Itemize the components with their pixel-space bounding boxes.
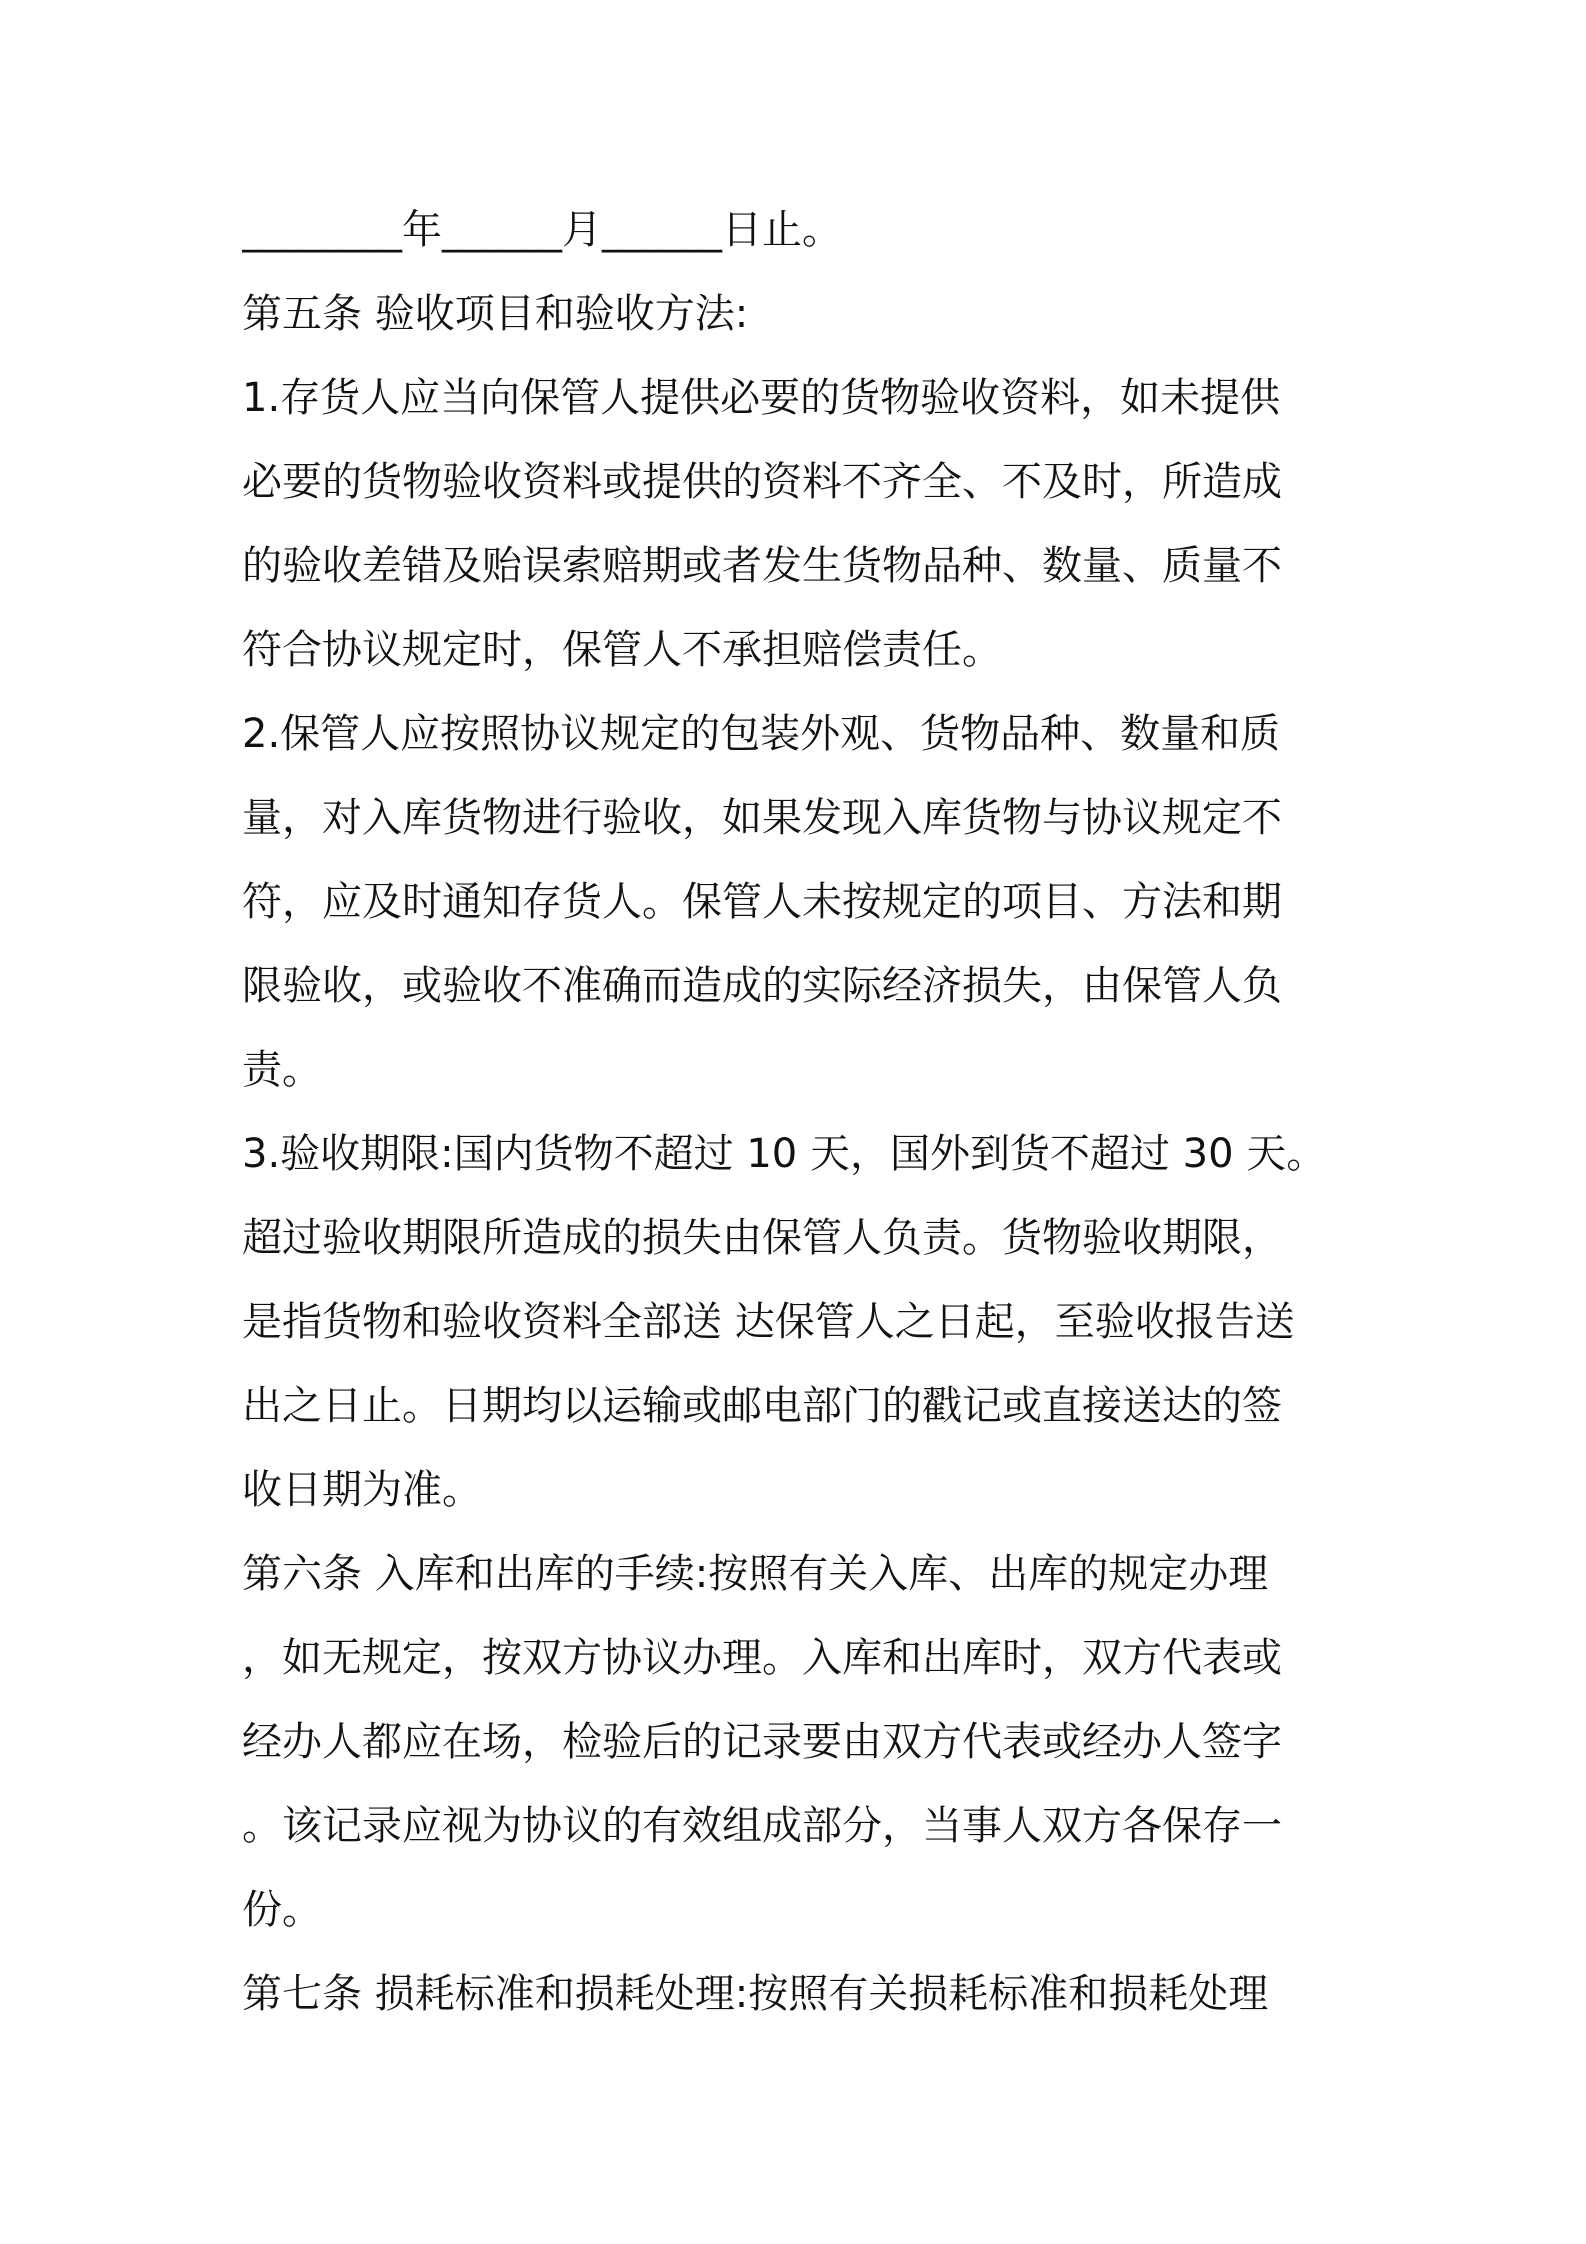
text-line: 份。: [242, 1887, 322, 1933]
text-line: 必要的货物验收资料或提供的资料不齐全、不及时，所造成: [242, 459, 1282, 505]
text-line: 经办人都应在场，检验后的记录要由双方代表或经办人签字: [242, 1719, 1282, 1765]
text-line: 出之日止。日期均以运输或邮电部门的戳记或直接送达的签: [242, 1383, 1282, 1429]
text-line: 的验收差错及贻误索赔期或者发生货物品种、数量、质量不: [242, 543, 1282, 589]
text-line: 责。: [242, 1047, 322, 1093]
section-heading: 第七条 损耗标准和损耗处理:按照有关损耗标准和损耗处理: [242, 1971, 1269, 2017]
text-line: 2.保管人应按照协议规定的包装外观、货物品种、数量和质: [242, 711, 1281, 757]
text-line: 。该记录应视为协议的有效组成部分，当事人双方各保存一: [242, 1803, 1282, 1849]
text-line: ________年______月______日止。: [242, 207, 842, 253]
text-line: 是指货物和验收资料全部送 达保管人之日起，至验收报告送: [242, 1299, 1295, 1345]
text-line: 符合协议规定时，保管人不承担赔偿责任。: [242, 627, 1002, 673]
text-line: 限验收，或验收不准确而造成的实际经济损失，由保管人负: [242, 963, 1282, 1009]
text-line: 1.存货人应当向保管人提供必要的货物验收资料，如未提供: [242, 375, 1281, 421]
text-line: 超过验收期限所造成的损失由保管人负责。货物验收期限，: [242, 1215, 1282, 1261]
section-heading: 第五条 验收项目和验收方法:: [242, 291, 749, 337]
text-line: ，如无规定，按双方协议办理。入库和出库时，双方代表或: [242, 1635, 1282, 1681]
text-line: 收日期为准。: [242, 1467, 482, 1513]
text-line: 量，对入库货物进行验收，如果发现入库货物与协议规定不: [242, 795, 1282, 841]
text-line: 3.验收期限:国内货物不超过 10 天，国外到货不超过 30 天。: [242, 1131, 1327, 1177]
text-line: 符，应及时通知存货人。保管人未按规定的项目、方法和期: [242, 879, 1282, 925]
section-heading: 第六条 入库和出库的手续:按照有关入库、出库的规定办理: [242, 1551, 1269, 1597]
